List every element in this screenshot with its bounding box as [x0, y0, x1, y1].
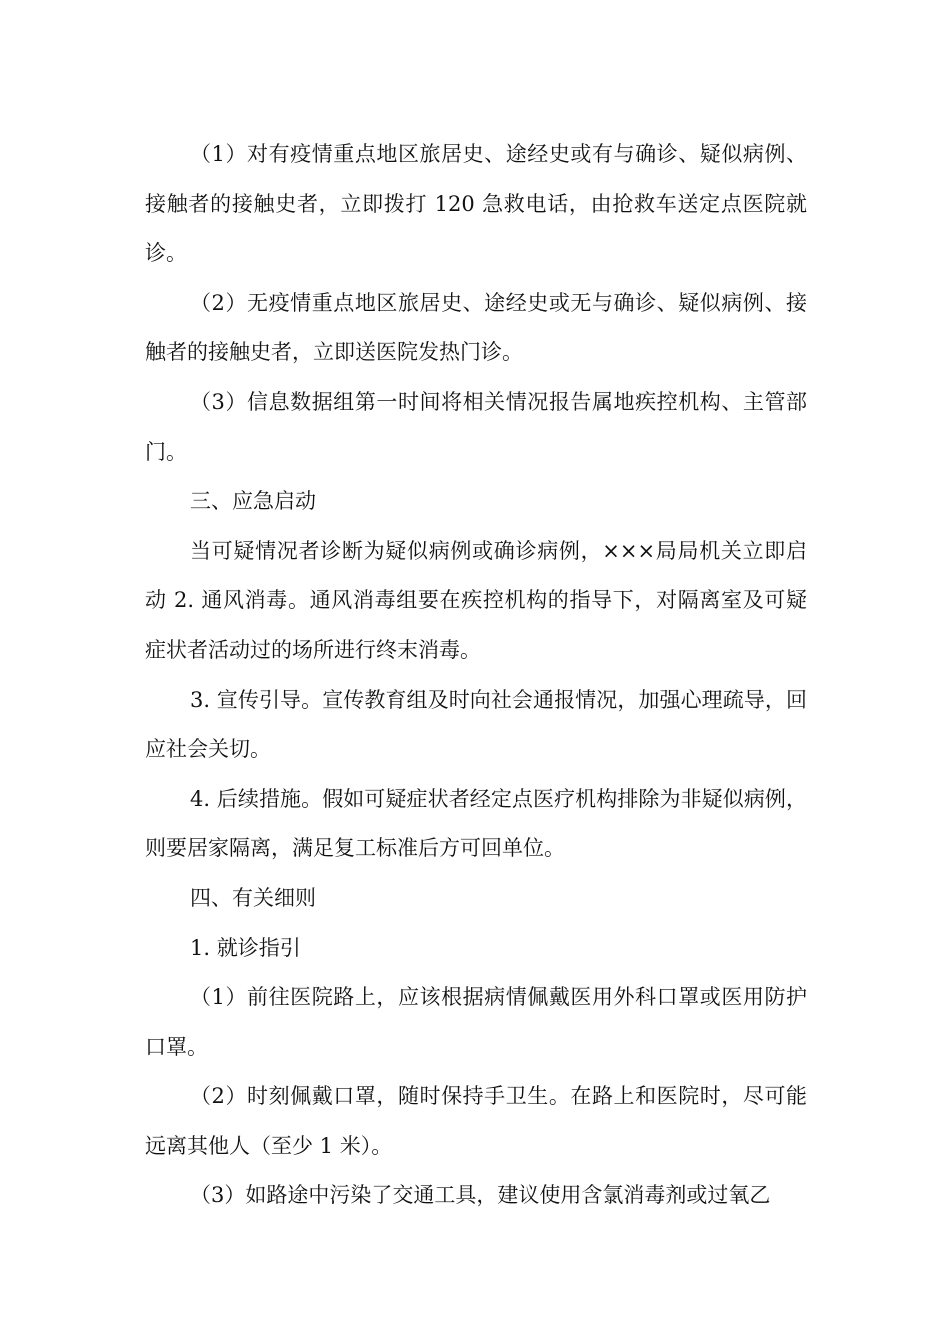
paragraph-8: （2）时刻佩戴口罩，随时保持手卫生。在路上和医院时，尽可能远离其他人（至少 1 米）。	[145, 1084, 807, 1158]
paragraph-4: 当可疑情况者诊断为疑似病例或确诊病例，×××局局机关立即启动 2. 通风消毒。通风消毒组要在疾控机构的指导下，对隔离室及可疑症状者活动过的场所进行终末消毒。	[145, 538, 807, 662]
document-body	[145, 130, 807, 1221]
subheading-1: 1. 就诊指引	[190, 935, 301, 960]
paragraph-9: （3）如路途中污染了交通工具，建议使用含氯消毒剂或过氧乙	[190, 1183, 771, 1208]
paragraph-2: （2）无疫情重点地区旅居史、途经史或无与确诊、疑似病例、接触者的接触史者，立即送医院发热门诊。	[145, 290, 807, 365]
paragraph-6: 4. 后续措施。假如可疑症状者经定点医疗机构排除为非疑似病例，则要居家隔离，满足复工标准后方可回单位。	[145, 786, 807, 861]
section-heading-4: 四、有关细则	[190, 885, 316, 910]
paragraph-5: 3. 宣传引导。宣传教育组及时向社会通报情况，加强心理疏导，回应社会关切。	[145, 687, 807, 762]
paragraph-7: （1）前往医院路上，应该根据病情佩戴医用外科口罩或医用防护口罩。	[145, 985, 807, 1059]
paragraph-3: （3）信息数据组第一时间将相关情况报告属地疾控机构、主管部门。	[145, 389, 807, 464]
section-heading-3: 三、应急启动	[190, 489, 316, 514]
paragraph-1: （1）对有疫情重点地区旅居史、途经史或有与确诊、疑似病例、接触者的接触史者，立即拨打 120 急救电话，由抢救车送定点医院就诊。	[145, 142, 807, 266]
